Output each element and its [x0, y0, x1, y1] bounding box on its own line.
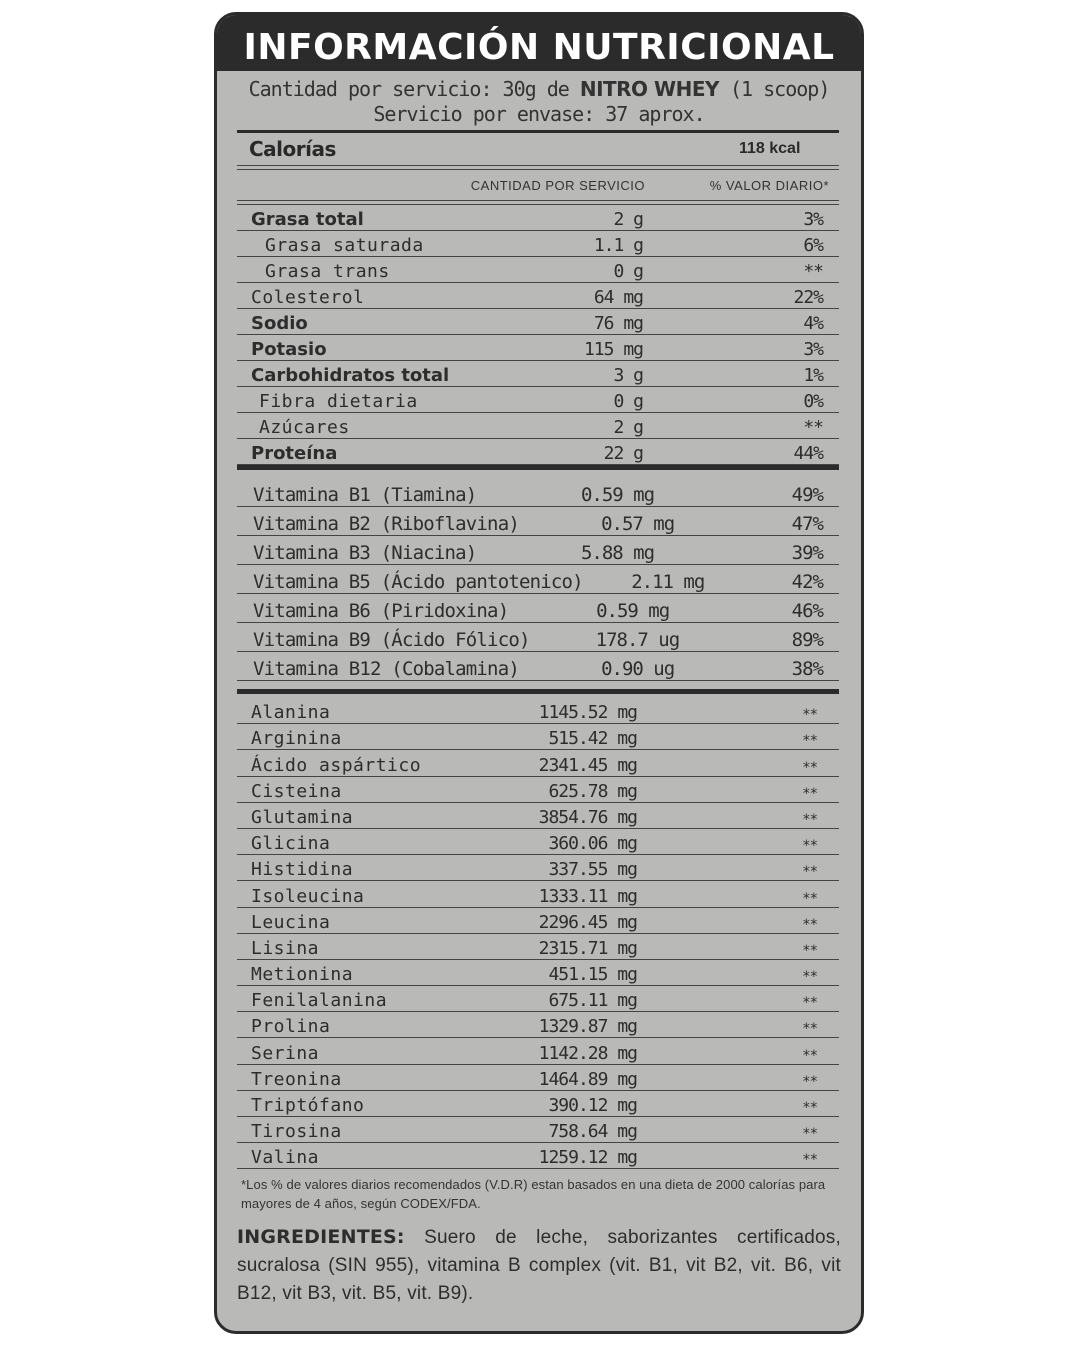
nutrient-daily-value: ** [802, 811, 817, 828]
nutrient-row [237, 361, 839, 387]
calories-label: Calorías [249, 137, 336, 161]
nutrient-name: Colesterol [251, 287, 365, 308]
nutrient-name: Potasio [251, 339, 327, 360]
amino-acid-row [237, 803, 839, 829]
nutrient-daily-value: 39% [791, 542, 823, 564]
nutrient-name: Carbohidratos total [251, 365, 450, 386]
nutrient-name: Tirosina [251, 1121, 342, 1143]
nutrient-amount: 0.90 ug [601, 658, 675, 680]
amino-acid-row [237, 908, 839, 934]
nutrient-amount: 1333.11 mg [538, 885, 637, 907]
vitamin-row [237, 478, 839, 507]
nutrient-row [237, 309, 839, 335]
nutrient-amount: 0.59 mg [596, 600, 670, 622]
nutrient-name: Cisteina [251, 780, 342, 802]
nutrient-daily-value: ** [803, 417, 823, 438]
nutrient-daily-value: 6% [803, 235, 823, 256]
nutrient-daily-value: 89% [791, 629, 823, 651]
nutrient-daily-value: 4% [803, 313, 823, 334]
nutrient-daily-value: ** [802, 785, 817, 802]
nutrient-daily-value: ** [802, 759, 817, 776]
nutrient-amount: 2315.71 mg [538, 937, 637, 959]
amino-acid-row [237, 829, 839, 855]
nutrient-name: Histidina [251, 859, 354, 881]
nutrient-daily-value: 3% [803, 209, 823, 230]
serving-size-prefix: Cantidad por servicio: 30g de [248, 77, 580, 101]
vitamin-row [237, 536, 839, 565]
nutrient-amount: 337.55 mg [548, 859, 637, 881]
nutrient-amount: 1142.28 mg [538, 1042, 637, 1064]
nutrient-name: Lisina [251, 937, 320, 959]
amino-acid-row [237, 1038, 839, 1064]
nutrient-name: Isoleucina [251, 885, 365, 907]
nutrient-daily-value: 1% [803, 365, 823, 386]
nutrient-name: Grasa saturada [265, 235, 424, 256]
nutrient-amount: 2296.45 mg [538, 911, 637, 933]
nutrient-name: Vitamina B2 (Riboflavina) [253, 513, 519, 535]
calories-value: 118 kcal [739, 140, 801, 157]
nutrient-daily-value: ** [802, 1047, 817, 1064]
column-headers [237, 170, 839, 200]
nutrient-amount: 22 g [603, 443, 643, 464]
nutrient-daily-value: 46% [791, 600, 823, 622]
nutrient-amount: 178.7 ug [595, 629, 680, 651]
amino-acid-row [237, 960, 839, 986]
nutrient-daily-value: 49% [791, 484, 823, 506]
nutrient-amount: 5.88 mg [580, 542, 655, 564]
nutrition-label-panel [214, 12, 864, 1334]
amount-column-header: CANTIDAD POR SERVICIO [470, 177, 645, 193]
nutrient-name: Valina [251, 1147, 320, 1169]
amino-acid-row [237, 1012, 839, 1038]
nutrient-daily-value: ** [802, 1021, 817, 1038]
vitamin-rows [237, 478, 839, 681]
nutrient-row [237, 413, 839, 439]
calories-row [237, 133, 839, 165]
nutrient-daily-value: 38% [791, 658, 823, 680]
nutrient-name: Vitamina B12 (Cobalamina) [253, 658, 519, 680]
nutrient-daily-value: ** [802, 1152, 817, 1169]
nutrient-daily-value: ** [802, 916, 817, 933]
nutrient-daily-value: ** [802, 969, 817, 986]
nutrient-row [237, 257, 839, 283]
amino-acid-row [237, 855, 839, 881]
amino-acid-row [237, 1143, 839, 1169]
nutrient-amount: 1329.87 mg [538, 1016, 637, 1038]
amino-acid-row [237, 1117, 839, 1143]
nutrient-daily-value: ** [802, 995, 817, 1012]
nutrient-name: Sodio [251, 313, 308, 334]
nutrient-amount: 2.11 mg [631, 571, 705, 593]
nutrient-name: Glutamina [251, 806, 354, 828]
nutrient-row [237, 283, 839, 309]
ingredients-text: Suero de leche, saborizantes certificados, sucralosa (SIN 955), vitamina B complex (vit. B1, vit B2, vit. B6, vit B12, vit B3, vit. B5, vit. B9). [237, 1227, 841, 1304]
amino-acid-row [237, 881, 839, 907]
nutrient-row [237, 231, 839, 257]
nutrient-daily-value: 42% [791, 571, 823, 593]
nutrient-daily-value: 44% [793, 443, 823, 464]
amino-acid-row [237, 698, 839, 724]
nutrient-name: Glicina [251, 833, 331, 855]
amino-acid-row [237, 750, 839, 776]
nutrition-table [237, 130, 839, 1213]
nutrient-amount: 1145.52 mg [538, 702, 637, 724]
nutrient-name: Vitamina B3 (Niacina) [253, 542, 477, 564]
nutrient-amount: 625.78 mg [548, 780, 637, 802]
nutrient-amount: 2 g [613, 417, 643, 438]
amino-acid-row [237, 1091, 839, 1117]
nutrient-name: Vitamina B9 (Ácido Fólico) [253, 629, 530, 651]
nutrient-daily-value: ** [802, 1073, 817, 1090]
nutrient-name: Azúcares [259, 417, 350, 438]
nutrient-daily-value: ** [802, 864, 817, 881]
nutrient-name: Leucina [251, 911, 331, 933]
nutrient-daily-value: 3% [803, 339, 823, 360]
nutrient-name: Triptófano [251, 1095, 365, 1116]
nutrient-row [237, 439, 839, 465]
nutrient-amount: 2341.45 mg [538, 754, 637, 776]
nutrient-name: Serina [251, 1042, 320, 1064]
vitamin-row [237, 652, 839, 681]
nutrient-amount: 515.42 mg [548, 728, 637, 750]
ingredients [237, 1223, 841, 1308]
vitamin-row [237, 565, 839, 594]
nutrient-amount: 2 g [613, 209, 643, 230]
nutrient-row [237, 335, 839, 361]
nutrient-daily-value: 47% [791, 513, 823, 535]
nutrient-name: Metionina [251, 964, 354, 986]
daily-value-column-header: % VALOR DIARIO* [709, 177, 829, 193]
nutrient-amount: 115 mg [583, 339, 643, 360]
nutrient-rows [237, 205, 839, 465]
nutrient-daily-value: ** [802, 1100, 817, 1116]
ingredients-label: INGREDIENTES: [237, 1226, 405, 1248]
nutrient-name: Proteína [251, 443, 338, 464]
nutrient-amount: 0 g [613, 391, 643, 412]
nutrient-amount: 3 g [613, 365, 643, 386]
nutrient-name: Vitamina B6 (Piridoxina) [253, 600, 509, 622]
nutrient-amount: 0.59 mg [580, 484, 655, 506]
servings-per-container: Servicio por envase: 37 aprox. [373, 102, 705, 126]
nutrient-name: Alanina [251, 702, 331, 724]
nutrient-name: Grasa total [251, 209, 364, 230]
serving-info [217, 77, 861, 127]
nutrient-name: Vitamina B1 (Tiamina) [253, 484, 477, 506]
nutrient-name: Fenilalanina [251, 990, 388, 1012]
nutrient-daily-value: ** [802, 707, 817, 724]
nutrient-daily-value: ** [802, 942, 817, 959]
nutrient-name: Vitamina B5 (Ácido pantotenico) [253, 571, 583, 593]
nutrient-daily-value: ** [802, 838, 817, 855]
nutrient-daily-value: ** [802, 890, 817, 907]
nutrient-daily-value: ** [803, 261, 823, 282]
nutrient-name: Ácido aspártico [251, 754, 422, 776]
amino-acid-row [237, 777, 839, 803]
nutrient-amount: 76 mg [593, 313, 643, 334]
amino-acid-rows [237, 698, 839, 1169]
vitamin-row [237, 623, 839, 652]
nutrient-name: Prolina [251, 1016, 331, 1038]
nutrient-name: Arginina [251, 728, 342, 750]
nutrient-name: Treonina [251, 1068, 342, 1090]
nutrient-amount: 451.15 mg [548, 964, 637, 986]
product-name: NITRO WHEY [579, 77, 719, 101]
nutrient-amount: 3854.76 mg [538, 806, 637, 828]
nutrient-amount: 64 mg [593, 287, 643, 308]
nutrient-daily-value: 22% [793, 287, 823, 308]
footnote: *Los % de valores diarios recomendados (V.D.R) estan basados en una dieta de 2000 calorías para mayores de 4 años, según CODEX/FDA. [241, 1177, 826, 1212]
nutrient-row [237, 205, 839, 231]
serving-size-line [217, 77, 861, 102]
nutrient-row [237, 387, 839, 413]
amino-acid-row [237, 934, 839, 960]
nutrient-amount: 390.12 mg [548, 1095, 637, 1116]
nutrient-daily-value: ** [802, 733, 817, 750]
amino-acid-row [237, 724, 839, 750]
nutrient-amount: 0.57 mg [601, 513, 675, 535]
nutrient-daily-value: 0% [803, 391, 823, 412]
vitamin-row [237, 507, 839, 536]
nutrient-amount: 0 g [613, 261, 643, 282]
nutrient-name: Grasa trans [265, 261, 390, 282]
nutrient-amount: 360.06 mg [548, 833, 637, 855]
amino-acid-row [237, 1065, 839, 1091]
amino-acid-row [237, 986, 839, 1012]
nutrient-name: Fibra dietaria [259, 391, 418, 412]
nutrient-daily-value: ** [802, 1126, 817, 1143]
serving-size-suffix: (1 scoop) [718, 77, 830, 101]
nutrient-amount: 758.64 mg [548, 1121, 637, 1143]
vitamin-row [237, 594, 839, 623]
nutrient-amount: 1.1 g [593, 235, 643, 256]
nutrient-amount: 675.11 mg [548, 990, 637, 1012]
nutrient-amount: 1259.12 mg [538, 1147, 637, 1169]
nutrient-amount: 1464.89 mg [538, 1068, 637, 1090]
label-title: INFORMACIÓN NUTRICIONAL [217, 15, 861, 71]
